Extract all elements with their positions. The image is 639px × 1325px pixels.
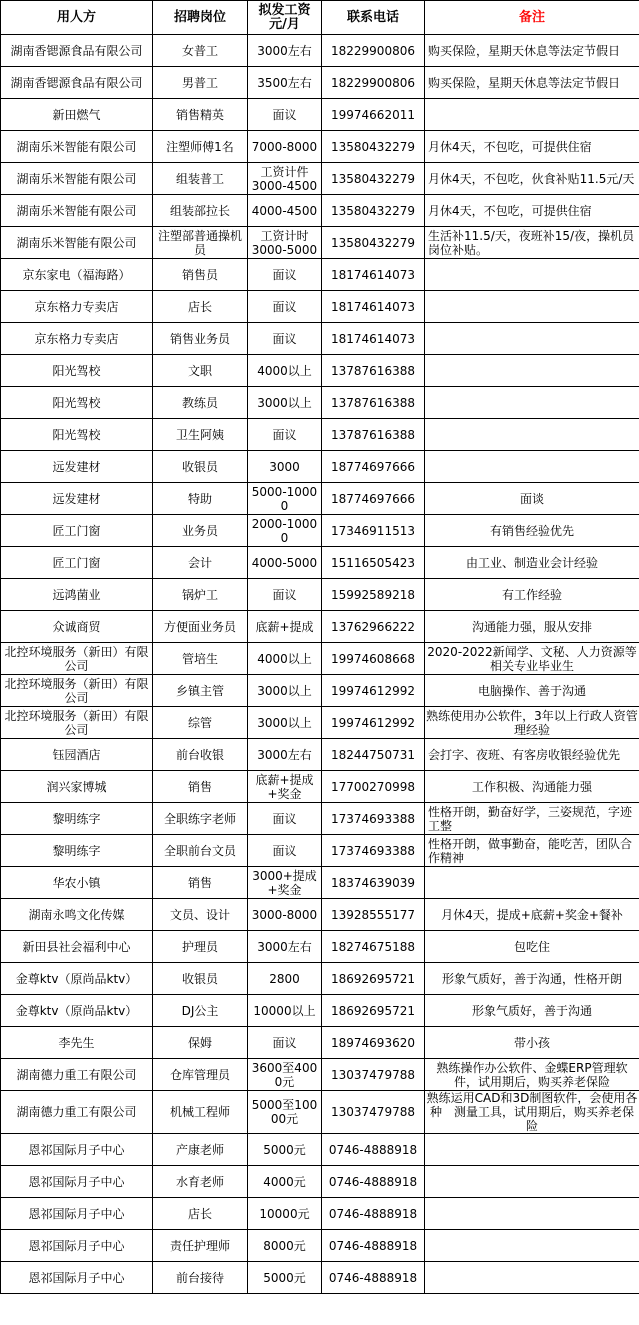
cell-note: 月休4天，不包吃，伙食补贴11.5元/天 [425,163,639,195]
cell-phone: 18692695721 [322,963,425,995]
cell-phone: 13787616388 [322,355,425,387]
cell-phone: 18692695721 [322,995,425,1027]
table-row [1,99,639,131]
cell-position: 销售 [153,867,248,899]
cell-position: 仓库管理员 [153,1059,248,1091]
cell-salary: 3000以上 [248,387,322,419]
cell-employer: 润兴家博城 [1,771,153,803]
cell-salary: 面议 [248,579,322,611]
cell-phone: 18229900806 [322,67,425,99]
header-note: 备注 [425,1,639,35]
cell-salary: 2000-10000 [248,515,322,547]
cell-salary: 8000元 [248,1230,322,1262]
cell-employer: 金尊ktv（原尚品ktv） [1,995,153,1027]
cell-note: 由工业、制造业会计经验 [425,547,639,579]
cell-phone: 15116505423 [322,547,425,579]
cell-salary: 3000左右 [248,931,322,963]
cell-position: 注塑师傅1名 [153,131,248,163]
cell-salary: 面议 [248,99,322,131]
cell-position: 注塑部普通操机员 [153,227,248,259]
cell-employer: 恩祁国际月子中心 [1,1262,153,1294]
cell-employer: 北控环境服务（新田）有限公司 [1,707,153,739]
cell-note: 购买保险，星期天休息等法定节假日 [425,35,639,67]
table-row [1,227,639,259]
table-row [1,387,639,419]
table-row [1,643,639,675]
cell-employer: 京东家电（福海路） [1,259,153,291]
cell-employer: 恩祁国际月子中心 [1,1166,153,1198]
header-position: 招聘岗位 [153,1,248,35]
table-row [1,963,639,995]
cell-position: 前台接待 [153,1262,248,1294]
table-row [1,419,639,451]
cell-position: 会计 [153,547,248,579]
cell-salary: 工资计件 3000-4500 [248,163,322,195]
cell-phone: 17700270998 [322,771,425,803]
cell-note [425,1198,639,1230]
table-row [1,707,639,739]
cell-employer: 湖南香锶源食品有限公司 [1,67,153,99]
cell-note: 购买保险，星期天休息等法定节假日 [425,67,639,99]
cell-phone: 13580432279 [322,195,425,227]
cell-note [425,355,639,387]
cell-note: 生活补11.5/天，夜班补15/夜，操机员岗位补贴。 [425,227,639,259]
cell-phone: 13037479788 [322,1059,425,1091]
cell-salary: 2800 [248,963,322,995]
cell-employer: 匠工门窗 [1,547,153,579]
cell-position: 销售员 [153,259,248,291]
cell-salary: 4000-5000 [248,547,322,579]
cell-phone: 18229900806 [322,35,425,67]
cell-phone: 18774697666 [322,483,425,515]
cell-position: 产康老师 [153,1134,248,1166]
cell-phone: 0746-4888918 [322,1230,425,1262]
cell-note: 熟练运用CAD和3D制图软件，会使用各种 测量工具，试用期后，购买养老保险 [425,1091,639,1134]
header-row [1,1,639,35]
cell-position: 责任护理师 [153,1230,248,1262]
cell-employer: 湖南乐米智能有限公司 [1,131,153,163]
cell-note [425,1134,639,1166]
cell-employer: 京东格力专卖店 [1,323,153,355]
cell-phone: 18274675188 [322,931,425,963]
cell-salary: 10000元 [248,1198,322,1230]
cell-phone: 0746-4888918 [322,1166,425,1198]
cell-note [425,451,639,483]
cell-employer: 新田县社会福利中心 [1,931,153,963]
cell-note: 月休4天，不包吃，可提供住宿 [425,195,639,227]
cell-phone: 13580432279 [322,227,425,259]
cell-position: 全职前台文员 [153,835,248,867]
table-row [1,195,639,227]
cell-position: 乡镇主管 [153,675,248,707]
cell-salary: 3000-8000 [248,899,322,931]
cell-employer: 阳光驾校 [1,419,153,451]
cell-phone: 18174614073 [322,259,425,291]
cell-position: 教练员 [153,387,248,419]
cell-note: 电脑操作、善于沟通 [425,675,639,707]
cell-employer: 恩祁国际月子中心 [1,1134,153,1166]
cell-position: DJ公主 [153,995,248,1027]
cell-position: 文职 [153,355,248,387]
cell-note: 形象气质好，善于沟通，性格开朗 [425,963,639,995]
table-row [1,995,639,1027]
table-row [1,1166,639,1198]
cell-phone: 17374693388 [322,803,425,835]
cell-position: 锅炉工 [153,579,248,611]
cell-note [425,1262,639,1294]
cell-position: 销售业务员 [153,323,248,355]
table-row [1,515,639,547]
cell-phone: 18774697666 [322,451,425,483]
cell-salary: 5000至10000元 [248,1091,322,1134]
cell-salary: 4000以上 [248,355,322,387]
cell-phone: 17346911513 [322,515,425,547]
cell-phone: 19974662011 [322,99,425,131]
table-row [1,1198,639,1230]
cell-note: 性格开朗，勤奋好学，三姿规范，字迹工整 [425,803,639,835]
cell-salary: 3000左右 [248,35,322,67]
cell-position: 特助 [153,483,248,515]
table-row [1,451,639,483]
cell-salary: 面议 [248,1027,322,1059]
cell-phone: 13762966222 [322,611,425,643]
table-row [1,675,639,707]
cell-note [425,1230,639,1262]
cell-employer: 恩祁国际月子中心 [1,1198,153,1230]
cell-note: 熟练操作办公软件、金蝶ERP管理软件，试用期后，购买养老保险 [425,1059,639,1091]
table-row [1,1027,639,1059]
cell-employer: 京东格力专卖店 [1,291,153,323]
cell-phone: 19974612992 [322,675,425,707]
cell-note: 有销售经验优先 [425,515,639,547]
cell-position: 管培生 [153,643,248,675]
cell-employer: 钰园酒店 [1,739,153,771]
table-row [1,931,639,963]
cell-salary: 7000-8000 [248,131,322,163]
table-row [1,771,639,803]
cell-position: 收银员 [153,963,248,995]
cell-phone: 0746-4888918 [322,1262,425,1294]
table-row [1,483,639,515]
cell-note [425,99,639,131]
cell-position: 组装部拉长 [153,195,248,227]
cell-salary: 面议 [248,835,322,867]
table-row [1,291,639,323]
cell-note: 会打字、夜班、有客房收银经验优先 [425,739,639,771]
cell-note: 形象气质好，善于沟通 [425,995,639,1027]
table-row [1,163,639,195]
cell-employer: 阳光驾校 [1,387,153,419]
cell-employer: 匠工门窗 [1,515,153,547]
cell-position: 综管 [153,707,248,739]
cell-employer: 远发建材 [1,483,153,515]
cell-salary: 底薪+提成 [248,611,322,643]
cell-salary: 面议 [248,259,322,291]
cell-phone: 19974612992 [322,707,425,739]
table-row [1,323,639,355]
table-row [1,1059,639,1091]
cell-salary: 10000以上 [248,995,322,1027]
cell-phone: 18374639039 [322,867,425,899]
cell-position: 文员、设计 [153,899,248,931]
cell-note: 月休4天，不包吃，可提供住宿 [425,131,639,163]
cell-note: 性格开朗，做事勤奋，能吃苦，团队合作精神 [425,835,639,867]
table-row [1,1230,639,1262]
cell-salary: 5000元 [248,1134,322,1166]
cell-employer: 远鸿菌业 [1,579,153,611]
header-salary: 拟发工资 元/月 [248,1,322,35]
table-row [1,899,639,931]
cell-employer: 北控环境服务（新田）有限公司 [1,675,153,707]
cell-phone: 17374693388 [322,835,425,867]
cell-salary: 3000以上 [248,707,322,739]
cell-salary: 面议 [248,291,322,323]
cell-phone: 13037479788 [322,1091,425,1134]
cell-employer: 北控环境服务（新田）有限公司 [1,643,153,675]
cell-salary: 面议 [248,803,322,835]
cell-position: 业务员 [153,515,248,547]
cell-employer: 李先生 [1,1027,153,1059]
cell-position: 全职练字老师 [153,803,248,835]
cell-position: 机械工程师 [153,1091,248,1134]
cell-salary: 3000 [248,451,322,483]
cell-note: 面谈 [425,483,639,515]
cell-position: 销售 [153,771,248,803]
table-row [1,547,639,579]
cell-employer: 湖南乐米智能有限公司 [1,195,153,227]
table-row [1,867,639,899]
cell-position: 男普工 [153,67,248,99]
table-row [1,259,639,291]
cell-phone: 13580432279 [322,131,425,163]
cell-phone: 13928555177 [322,899,425,931]
cell-note: 2020-2022新闻学、文秘、人力资源等相关专业毕业生 [425,643,639,675]
cell-position: 收银员 [153,451,248,483]
cell-salary: 4000-4500 [248,195,322,227]
cell-phone: 0746-4888918 [322,1198,425,1230]
cell-note: 熟练使用办公软件，3年以上行政人资管理经验 [426,708,638,737]
cell-position: 方便面业务员 [153,611,248,643]
cell-salary: 3600至4000元 [248,1059,322,1091]
table-row [1,835,639,867]
cell-salary: 4000以上 [248,643,322,675]
cell-salary: 3000以上 [248,675,322,707]
cell-employer: 黎明练字 [1,803,153,835]
cell-note [425,867,639,899]
cell-phone: 13580432279 [322,163,425,195]
cell-position: 组装普工 [153,163,248,195]
table-body [1,35,639,1294]
cell-position: 销售精英 [153,99,248,131]
cell-position: 保姆 [153,1027,248,1059]
cell-note: 包吃住 [425,931,639,963]
cell-employer: 恩祁国际月子中心 [1,1230,153,1262]
cell-employer: 湖南香锶源食品有限公司 [1,35,153,67]
cell-employer: 黎明练字 [1,835,153,867]
cell-position: 前台收银 [153,739,248,771]
table-row [1,355,639,387]
cell-employer: 远发建材 [1,451,153,483]
table-row [1,1134,639,1166]
cell-salary: 底薪+提成+奖金 [248,771,322,803]
cell-salary: 3500左右 [248,67,322,99]
cell-note [425,259,639,291]
cell-phone: 13787616388 [322,387,425,419]
table-row [1,739,639,771]
cell-employer: 众诚商贸 [1,611,153,643]
cell-note: 带小孩 [425,1027,639,1059]
cell-employer: 湖南乐米智能有限公司 [1,163,153,195]
cell-salary: 面议 [248,419,322,451]
table-row [1,1262,639,1294]
cell-salary: 工资计时 3000-5000 [248,227,322,259]
table-row [1,611,639,643]
cell-phone: 19974608668 [322,643,425,675]
cell-position: 女普工 [153,35,248,67]
cell-salary: 3000左右 [248,739,322,771]
cell-position: 卫生阿姨 [153,419,248,451]
table-row [1,67,639,99]
table-row [1,35,639,67]
cell-phone: 0746-4888918 [322,1134,425,1166]
cell-note: 沟通能力强，服从安排 [425,611,639,643]
cell-position: 水育老师 [153,1166,248,1198]
cell-phone: 18974693620 [322,1027,425,1059]
cell-note [425,323,639,355]
cell-employer: 华农小镇 [1,867,153,899]
cell-salary: 5000元 [248,1262,322,1294]
cell-employer: 湖南永鸣文化传媒 [1,899,153,931]
cell-phone: 13787616388 [322,419,425,451]
cell-phone: 18244750731 [322,739,425,771]
cell-phone: 18174614073 [322,323,425,355]
cell-employer: 新田燃气 [1,99,153,131]
cell-salary: 面议 [248,323,322,355]
cell-phone: 18174614073 [322,291,425,323]
header-phone: 联系电话 [322,1,425,35]
cell-salary: 3000+提成+奖金 [248,867,322,899]
cell-employer: 湖南德力重工有限公司 [1,1059,153,1091]
table-row [1,579,639,611]
table-row [1,803,639,835]
cell-position: 店长 [153,1198,248,1230]
cell-employer: 阳光驾校 [1,355,153,387]
cell-note: 月休4天，提成+底薪+奖金+餐补 [425,899,639,931]
cell-note [425,291,639,323]
cell-note [425,387,639,419]
cell-employer: 金尊ktv（原尚品ktv） [1,963,153,995]
cell-salary: 5000-10000 [248,483,322,515]
cell-note [425,419,639,451]
header-employer: 用人方 [1,1,153,35]
cell-note: 工作积极、沟通能力强 [425,771,639,803]
table-row [1,1091,639,1134]
cell-position: 护理员 [153,931,248,963]
cell-salary: 4000元 [248,1166,322,1198]
table-row [1,131,639,163]
cell-employer: 湖南乐米智能有限公司 [1,227,153,259]
cell-position: 店长 [153,291,248,323]
cell-phone: 15992589218 [322,579,425,611]
cell-note: 有工作经验 [425,579,639,611]
cell-note [425,1166,639,1198]
cell-employer: 湖南德力重工有限公司 [1,1091,153,1134]
